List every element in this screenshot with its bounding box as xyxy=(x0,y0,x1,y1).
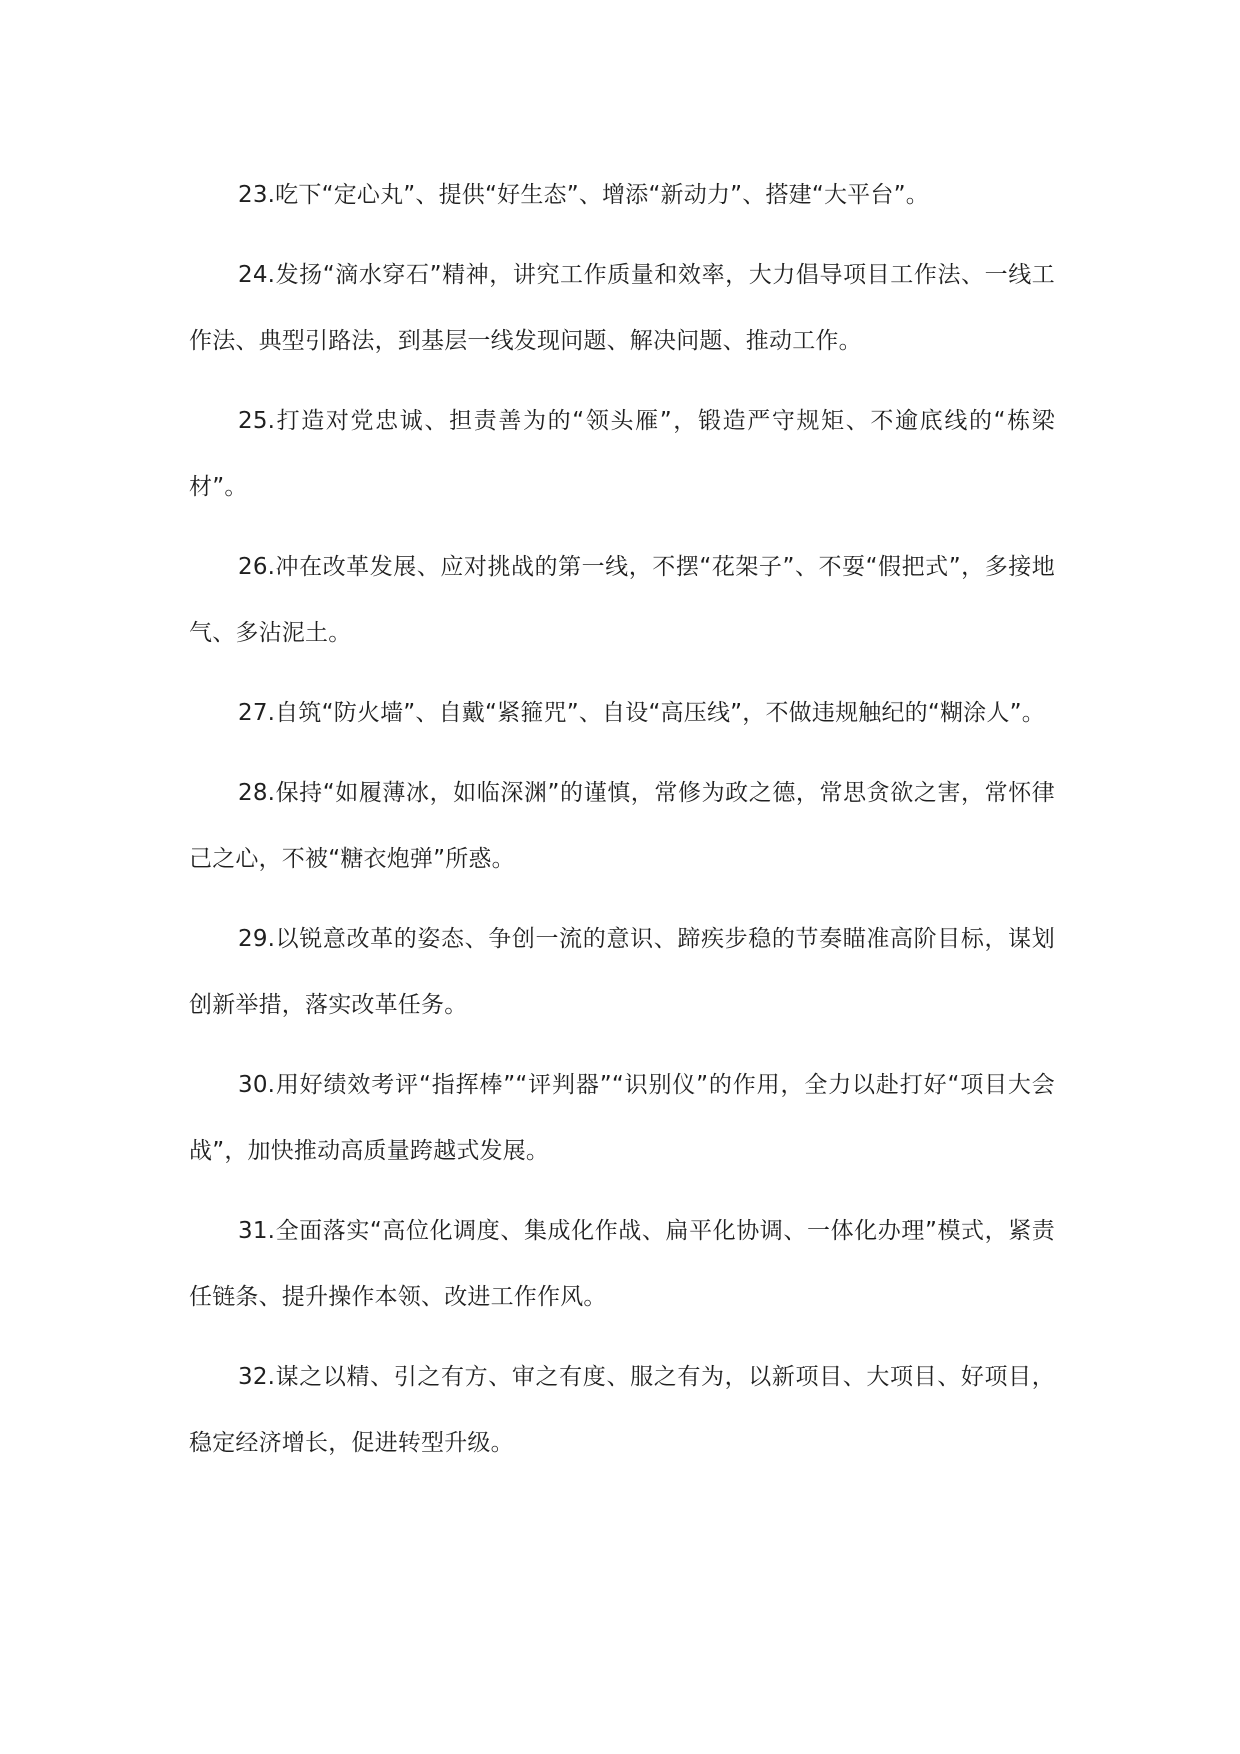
paragraph-24: 24.发扬“滴水穿石”精神，讲究工作质量和效率，大力倡导项目工作法、一线工作法、典型引路法，到基层一线发现问题、解决问题、推动工作。 xyxy=(189,262,1055,354)
document-body xyxy=(189,162,1055,1490)
paragraph-29: 29.以锐意改革的姿态、争创一流的意识、蹄疾步稳的节奏瞄准高阶目标，谋划创新举措，落实改革任务。 xyxy=(189,926,1055,1018)
paragraph-27: 27.自筑“防火墙”、自戴“紧箍咒”、自设“高压线”，不做违规触纪的“糊涂人”。 xyxy=(238,700,1045,726)
paragraph-25: 25.打造对党忠诚、担责善为的“领头雁”，锻造严守规矩、不逾底线的“栋梁材”。 xyxy=(189,408,1055,500)
paragraph-23: 23.吃下“定心丸”、提供“好生态”、增添“新动力”、搭建“大平台”。 xyxy=(238,182,929,208)
paragraph-32: 32.谋之以精、引之有方、审之有度、服之有为，以新项目、大项目、好项目，稳定经济增长，促进转型升级。 xyxy=(189,1364,1055,1456)
paragraph-28: 28.保持“如履薄冰，如临深渊”的谨慎，常修为政之德，常思贪欲之害，常怀律己之心，不被“糖衣炮弹”所惑。 xyxy=(189,780,1055,872)
paragraph-31: 31.全面落实“高位化调度、集成化作战、扁平化协调、一体化办理”模式，紧责任链条、提升操作本领、改进工作作风。 xyxy=(189,1218,1055,1310)
paragraph-26: 26.冲在改革发展、应对挑战的第一线，不摆“花架子”、不耍“假把式”，多接地气、多沾泥土。 xyxy=(189,554,1055,646)
paragraph-30: 30.用好绩效考评“指挥棒”“评判器”“识别仪”的作用，全力以赴打好“项目大会战”，加快推动高质量跨越式发展。 xyxy=(189,1072,1055,1164)
